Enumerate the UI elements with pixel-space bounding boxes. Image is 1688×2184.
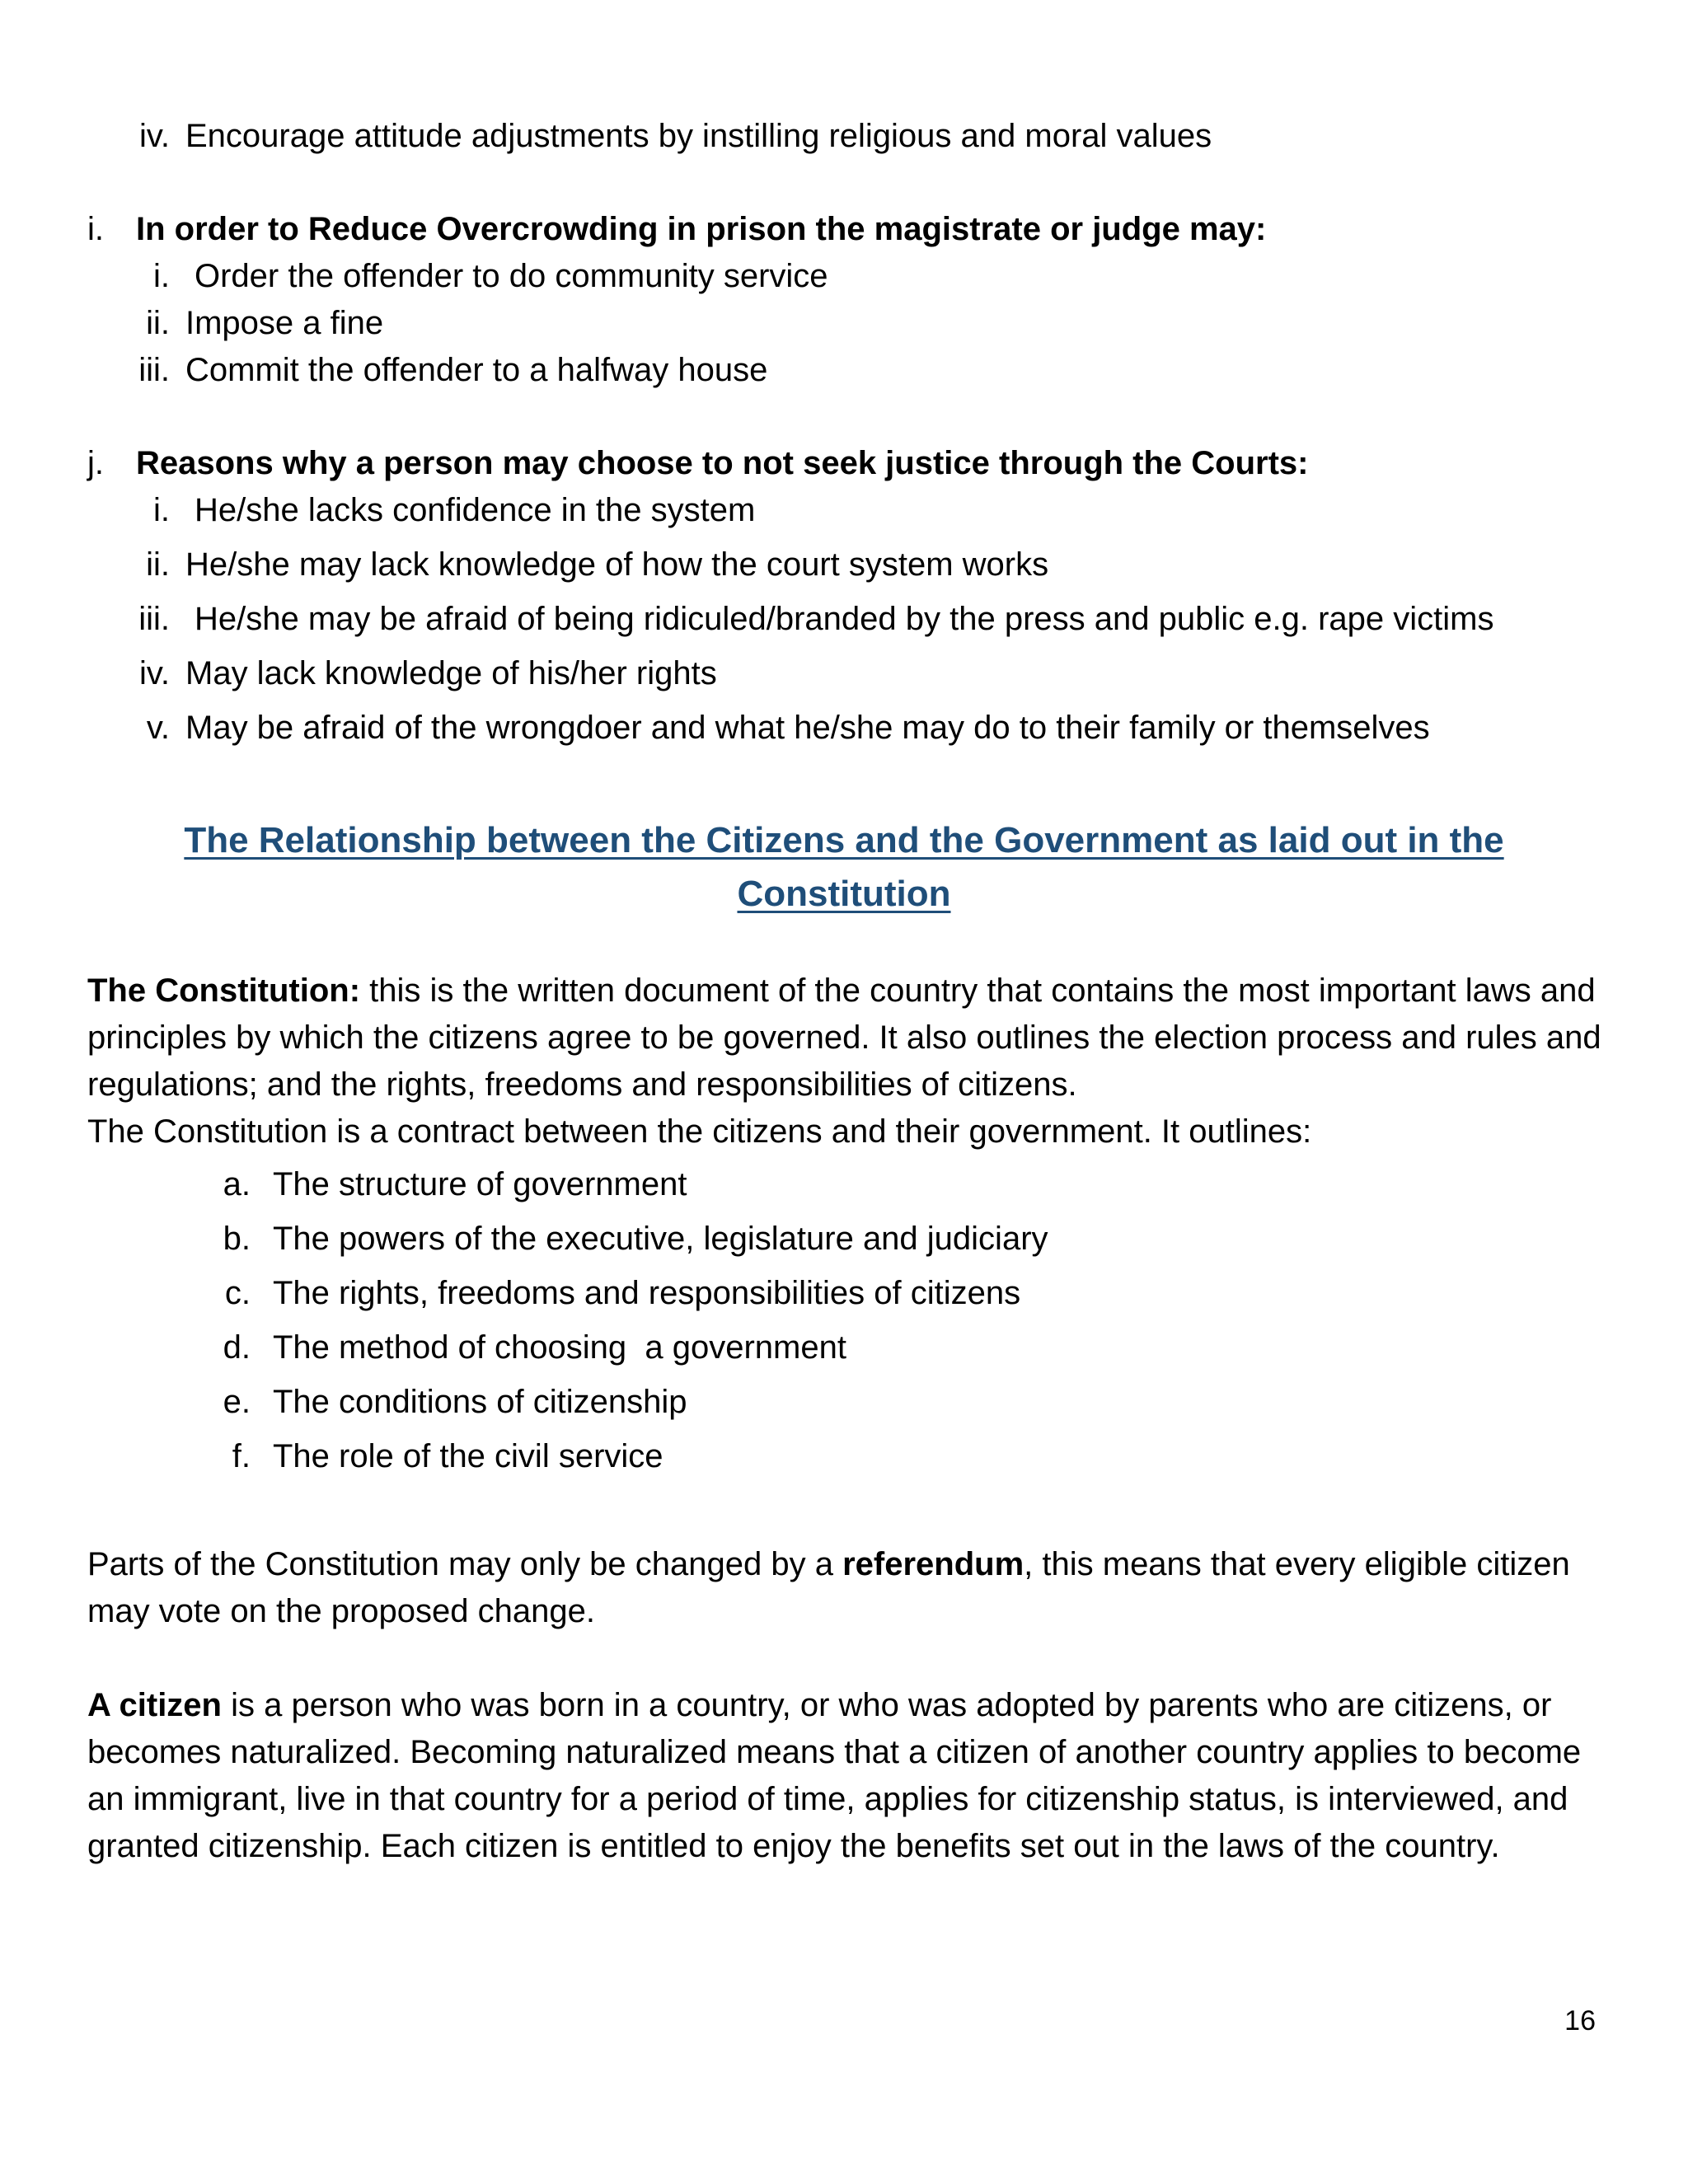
list-item-text: May be afraid of the wrongdoer and what he/she may do to their family or themselves	[185, 710, 1430, 746]
list-marker: i.	[153, 492, 170, 528]
list-item-text: The role of the civil service	[273, 1438, 663, 1474]
referendum-term: referendum	[842, 1546, 1025, 1582]
list-item-text: The rights, freedoms and responsibilities of citizens	[273, 1275, 1021, 1311]
list-marker: d.	[223, 1329, 251, 1366]
list-marker: iii.	[138, 352, 170, 388]
list-item-text: Order the offender to do community service	[195, 258, 828, 294]
referendum-text-after: , this means that every eligible citizen may vote on the proposed change.	[87, 1546, 1570, 1629]
section-heading: The Relationship between the Citizens and the Government as laid out in the	[184, 820, 1504, 860]
referendum-text-before: Parts of the Constitution may only be changed by a	[87, 1546, 843, 1582]
list-marker: ii.	[146, 546, 170, 583]
list-marker: iv.	[138, 655, 170, 691]
list-marker: e.	[223, 1384, 251, 1420]
list-item-text: May lack knowledge of his/her rights	[185, 655, 717, 691]
constitution-paragraph	[87, 968, 1620, 1155]
list-item-text: Encourage attitude adjustments by instilling religious and moral values	[185, 118, 1212, 154]
list-marker: i.	[153, 258, 170, 294]
citizen-definition-text: is a person who was born in a country, or who was adopted by parents who are citizens, or becomes naturalized. Becoming naturalized means that a citizen of another country applies to become an immigrant, live in that country for a period of time, applies for citizenship status, is interviewed, and granted citizenship. Each citizen is entitled to enjoy the benefits set out in the laws of the country.	[87, 1687, 1582, 1864]
list-item-text: The method of choosing a government	[273, 1329, 846, 1366]
list-marker: f.	[232, 1438, 251, 1474]
referendum-paragraph	[87, 1541, 1620, 1635]
list-marker: c.	[224, 1275, 251, 1311]
list-item-text: Commit the offender to a halfway house	[185, 352, 768, 388]
list-marker: ii.	[146, 305, 170, 341]
list-marker: v.	[146, 710, 170, 746]
list-item-text: The powers of the executive, legislature and judiciary	[273, 1221, 1048, 1257]
section-marker-i: i.	[87, 211, 104, 247]
list-marker: b.	[223, 1221, 251, 1257]
list-item-text: He/she lacks confidence in the system	[195, 492, 756, 528]
list-item-text: The conditions of citizenship	[273, 1384, 687, 1420]
list-item-text: He/she may lack knowledge of how the court system works	[185, 546, 1049, 583]
constitution-definition-text: this is the written document of the country that contains the most important laws and principles by which the citizens agree to be governed. It also outlines the election process and rules and regulations; and the rights, freedoms and responsibilities of citizens.	[87, 972, 1601, 1103]
list-item-text: The structure of government	[273, 1166, 687, 1202]
section-title-overcrowding: In order to Reduce Overcrowding in prison the magistrate or judge may:	[136, 211, 1267, 247]
section-marker-j: j.	[87, 445, 104, 481]
list-item-text: Impose a fine	[185, 305, 384, 341]
list-marker: iv.	[138, 118, 170, 154]
list-marker: iii.	[138, 601, 170, 637]
citizen-term: A citizen	[87, 1687, 222, 1723]
section-title-reasons: Reasons why a person may choose to not seek justice through the Courts:	[136, 445, 1309, 481]
constitution-term: The Constitution:	[87, 972, 361, 1009]
section-heading-continued: Constitution	[737, 874, 951, 914]
constitution-contract: The Constitution is a contract between the citizens and their government. It outlines:	[87, 1113, 1312, 1150]
citizen-paragraph	[87, 1682, 1620, 1870]
constitution-definition	[87, 968, 1620, 1108]
page-number: 16	[1564, 2005, 1596, 2036]
list-item-text: He/she may be afraid of being ridiculed/branded by the press and public e.g. rape victims	[195, 601, 1494, 637]
list-marker: a.	[223, 1166, 251, 1202]
